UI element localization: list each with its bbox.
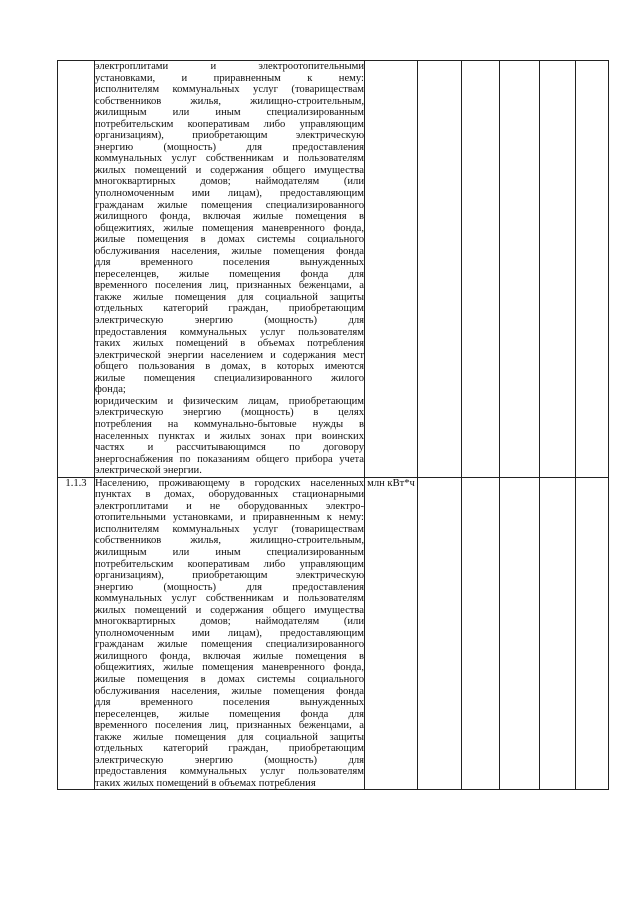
text-line: временного поселения лиц, признанных беженцами, а [95,280,364,292]
text-line: коммунальных услуг собственникам и пользователям [95,153,364,165]
text-line: пунктах в домах, оборудованных стационарными [95,489,364,501]
text-line: жилые помещения в домах системы социального [95,234,364,246]
text-line: электроплитами и электроотопительными [95,61,364,72]
tariff-table [57,60,609,790]
text-line: жилые помещения в домах системы социального [95,673,364,685]
text-line: обслуживания населения, жилые помещения фонда [95,685,364,697]
text-line: организациям), приобретающим электрическую [95,570,364,582]
text-line: организациям), приобретающим электрическую [95,130,364,142]
value-cell [418,477,462,790]
text-line: исполнителям коммунальных услуг (товариществам [95,84,364,96]
text-line: коммунальных услуг собственникам и пользователям [95,593,364,605]
description-text [95,61,364,477]
row-unit-cell [365,61,418,478]
text-line: жилые помещения специализированного жилого [95,372,364,384]
text-line: жилищного фонда, включая жилые помещения в [95,211,364,223]
row-number-cell [58,61,95,478]
text-line: переселенцев, жилые помещения фонда для [95,268,364,280]
text-line: потребительским кооперативам либо управляющим [95,118,364,130]
text-line: отдельных категорий граждан, приобретающим [95,743,364,755]
text-line: жилых помещений и содержания общего имущества [95,604,364,616]
text-line: населенных пунктах и жилых зонах при воинских [95,430,364,442]
text-line: энергоснабжения по показаниям общего прибора учета [95,453,364,465]
value-cell [462,61,500,478]
text-line: исполнителям коммунальных услуг (товариществам [95,523,364,535]
text-line: также жилые помещения для социальной защиты [95,291,364,303]
text-line: общежитиях, жилые помещения маневренного фонда, [95,662,364,674]
text-line: переселенцев, жилые помещения фонда для [95,708,364,720]
text-line: обслуживания населения, жилые помещения фонда [95,245,364,257]
value-cell [540,61,576,478]
text-line: жилищного фонда, включая жилые помещения в [95,650,364,662]
text-line: электрическую энергию (мощность) для [95,754,364,766]
value-cell [500,61,540,478]
value-cell [500,477,540,790]
text-line: уполномоченным ими лицам), предоставляющим [95,188,364,200]
document-page [57,60,608,790]
text-line: частях и рассчитывающимся по договору [95,442,364,454]
text-line: многоквартирных домов; наймодателям (или [95,616,364,628]
description-text [95,478,364,790]
row-description-cell [95,61,365,478]
text-line: предоставления коммунальных услуг пользователям [95,766,364,778]
text-line: собственников жилья, жилищно-строительным, [95,535,364,547]
text-line: гражданам жилые помещения специализированного [95,199,364,211]
row-number-cell: 1.1.3 [58,477,95,790]
text-line: фонда; [95,384,126,396]
text-line: юридическим и физическим лицам, приобретающим [95,395,364,407]
text-line: Населению, проживающему в городских населенных [95,477,364,489]
text-line: общего пользования в домах, в которых имеются [95,361,364,373]
text-line: потребительским кооперативам либо управляющим [95,558,364,570]
text-line: предоставления коммунальных услуг пользователям [95,326,364,338]
text-line: потребления на коммунально-бытовые нужды в [95,418,364,430]
text-line: жилых помещений и содержания общего имущества [95,164,364,176]
text-line: таких жилых помещений в объемах потребления [95,338,364,350]
table-row [58,477,609,790]
value-cell [576,61,609,478]
text-line: многоквартирных домов; наймодателям (или [95,176,364,188]
text-line: установками, и приравненным к нему: [95,72,364,84]
text-line: отопительными установками, и приравненным к нему: [95,512,364,524]
text-line: гражданам жилые помещения специализированного [95,639,364,651]
text-line: уполномоченным ими лицам), предоставляющим [95,627,364,639]
text-line: энергию (мощность) для предоставления [95,141,364,153]
text-line: энергию (мощность) для предоставления [95,581,364,593]
text-line: электрическую энергию (мощность) для [95,315,364,327]
text-line: электрической энергии. [95,465,202,477]
text-line: временного поселения лиц, признанных беженцами, а [95,720,364,732]
text-line: таких жилых помещений в объемах потребления [95,777,316,789]
text-line: электрической энергии населением и содержания мест [95,349,364,361]
table-row [58,61,609,478]
text-line: электроплитами и не оборудованных электро- [95,500,364,512]
value-cell [462,477,500,790]
text-line: для временного поселения вынужденных [95,257,364,269]
text-line: отдельных категорий граждан, приобретающим [95,303,364,315]
row-description-cell [95,477,365,790]
text-line: жилищным или иным специализированным [95,546,364,558]
row-unit-cell: млн кВт*ч [365,477,418,790]
text-line: общежитиях, жилые помещения маневренного фонда, [95,222,364,234]
text-line: электрическую энергию (мощность) в целях [95,407,364,419]
value-cell [418,61,462,478]
text-line: жилищным или иным специализированным [95,107,364,119]
text-line: собственников жилья, жилищно-строительным, [95,95,364,107]
text-line: также жилые помещения для социальной защиты [95,731,364,743]
text-line: для временного поселения вынужденных [95,697,364,709]
value-cell [576,477,609,790]
value-cell [540,477,576,790]
